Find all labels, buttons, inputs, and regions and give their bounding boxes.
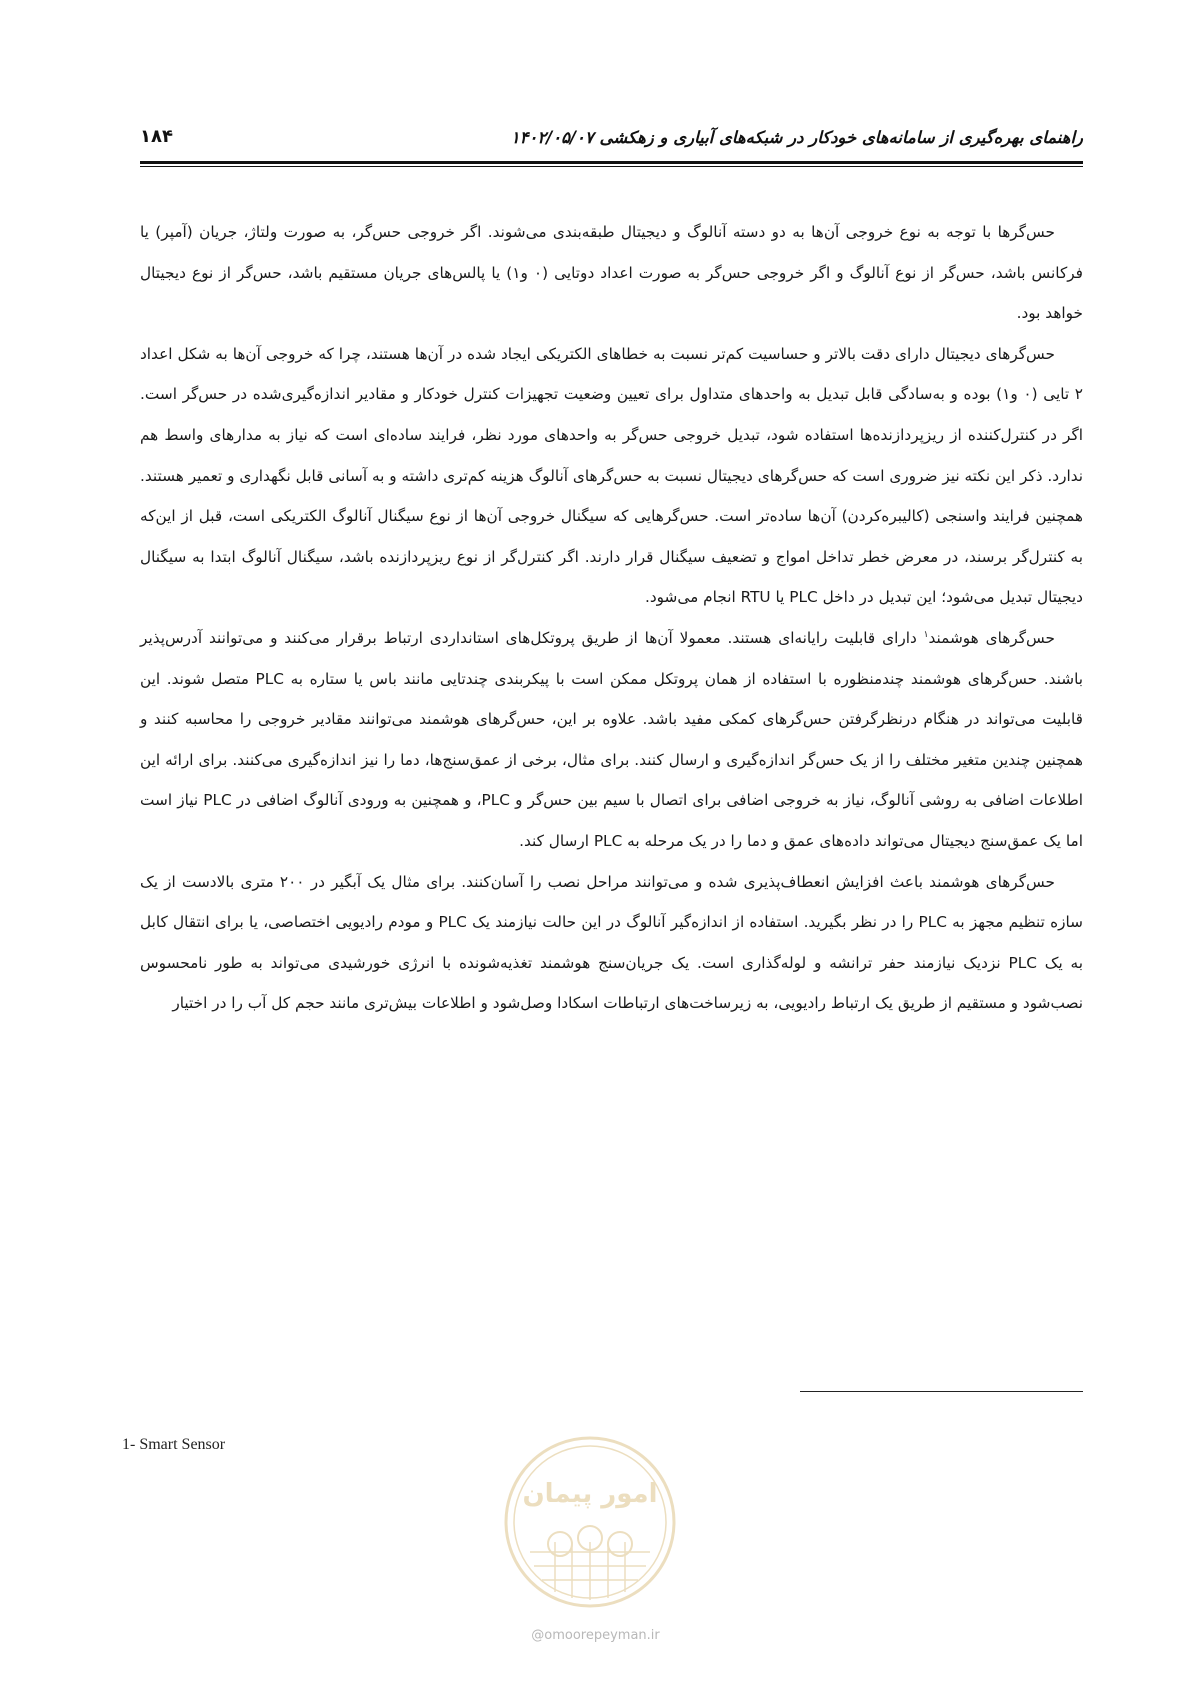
footnote-rule [800, 1391, 1083, 1392]
page-number: ۱۸۴ [140, 126, 173, 147]
paragraph-3-text [140, 629, 1083, 850]
watermark-url: @omoorepeyman.ir [531, 1628, 660, 1643]
paragraph-3 [140, 618, 1083, 862]
paragraph-4: حس‌گرهای هوشمند باعث افزایش انعطاف‌پذیری شده و می‌توانند مراحل نصب را آسان‌کنند. برای مثال یک آبگیر در ۲۰۰ متری بالادست از یک سازه تنظیم مجهز به PLC را در نظر بگیرید. استفاده از اندازه‌گیر آنالوگ در این حالت نیازمند یک PLC و مودم رادیویی اختصاصی، یا برای انتقال کابل به یک PLC نزدیک نیازمند حفر ترانشه و لوله‌گذاری است. یک جریان‌سنج هوشمند تغذیه‌شونده با انرژی خورشیدی می‌تواند به طور نامحسوس نصب‌شود و مستقیم از طریق یک ارتباط رادیویی، به زیرساخت‌های ارتباطات اسکادا وصل‌شود و اطلاعات بیش‌تری مانند حجم کل آب را در اختیار [140, 872, 1083, 1013]
footnote-marker: ۱ [923, 629, 929, 640]
header-rule-thick [140, 161, 1083, 164]
paragraph-3-rest: دارای قابلیت رایانه‌ای هستند. معمولا آن‌ها از طریق پروتکل‌های استانداردی ارتباط برقرار می‌کنند و می‌توانند آدرس‌پذیر باشند. حس‌گرهای هوشمند چندمنظوره با استفاده از همان پروتکل ممکن است با پیکربندی چندتایی مانند باس یا ستاره به PLC متصل شوند. این قابلیت می‌تواند در هنگام درنظرگرفتن حس‌گرهای کمکی مفید باشد. علاوه بر این، حس‌گرهای هوشمند می‌توانند مقادیر خروجی را محاسبه کنند و همچنین چندین متغیر مختلف را از یک حس‌گر اندازه‌گیری و ارسال کنند. برای مثال، برخی از عمق‌سنج‌ها، دما را نیز اندازه‌گیری می‌کنند. برای ارائه این اطلاعات اضافی به روشی آنالوگ، نیاز به خروجی اضافی برای اتصال با سیم بین حس‌گر و PLC، و همچنین به ورودی آنالوگ اضافی در PLC نیاز است اما یک عمق‌سنج دیجیتال می‌تواند داده‌های عمق و دما را در یک مرحله به PLC ارسال کند. [140, 628, 1084, 850]
body-text [140, 212, 1083, 1024]
header-rule-thin [140, 166, 1083, 167]
paragraph-3-lead: حس‌گرهای هوشمند [928, 628, 1055, 647]
header-title-line [489, 128, 1083, 147]
watermark-logo [500, 1432, 680, 1612]
header-date: ۱۴۰۲/۰۵/۰۷ [510, 128, 594, 147]
header-title: راهنمای بهره‌گیری از سامانه‌های خودکار در شبکه‌های آبیاری و زهکشی [599, 128, 1083, 147]
paragraph-1: حس‌گرها با توجه به نوع خروجی آن‌ها به دو دسته آنالوگ و دیجیتال طبقه‌بندی می‌شوند. اگر خروجی حس‌گر، به صورت ولتاژ، جریان (آمپر) یا فرکانس باشد، حس‌گر از نوع آنالوگ و اگر خروجی حس‌گر به صورت اعداد دوتایی (۰ و۱) یا پالس‌های جریان مستقیم باشد، حس‌گر از نوع دیجیتال خواهد بود. [140, 223, 1083, 323]
paragraph-2: حس‌گرهای دیجیتال دارای دقت بالاتر و حساسیت کم‌تر نسبت به خطاهای الکتریکی ایجاد شده در آن‌ها هستند، چرا که خروجی آن‌ها به شکل اعداد ۲ تایی (۰ و۱) بوده و به‌سادگی قابل تبدیل به واحدهای متداول برای تعیین وضعیت تجهیزات کنترل خودکار و مقادیر اندازه‌گیری‌شده در حس‌گر است. اگر در کنترل‌کننده از ریزپردازنده‌ها استفاده شود، تبدیل خروجی حس‌گر به واحدهای مورد نظر، فرایند ساده‌ای است که نیاز به مدارهای واسط هم ندارد. ذکر این نکته نیز ضروری است که حس‌گرهای دیجیتال نسبت به حس‌گرهای آنالوگ هزینه کم‌تری داشته و به آسانی قابل نگهداری و تعمیر هستند. همچنین فرایند واسنجی (کالیبره‌کردن) آن‌ها ساده‌تر است. حس‌گرهایی که سیگنال خروجی آن‌ها از نوع سیگنال آنالوگ الکتریکی است، قبل از این‌که به کنترل‌گر برسند، در معرض خطر تداخل امواج و تضعیف سیگنال قرار دارند. اگر کنترل‌گر از نوع ریزپردازنده باشد، سیگنال آنالوگ ابتدا به سیگنال دیجیتال تبدیل می‌شود؛ این تبدیل در داخل PLC یا RTU انجام می‌شود. [140, 344, 1084, 607]
running-header [140, 122, 1083, 156]
watermark-logo-text: امور پیمان [522, 1479, 658, 1509]
footnote: 1- Smart Sensor [122, 1436, 226, 1453]
